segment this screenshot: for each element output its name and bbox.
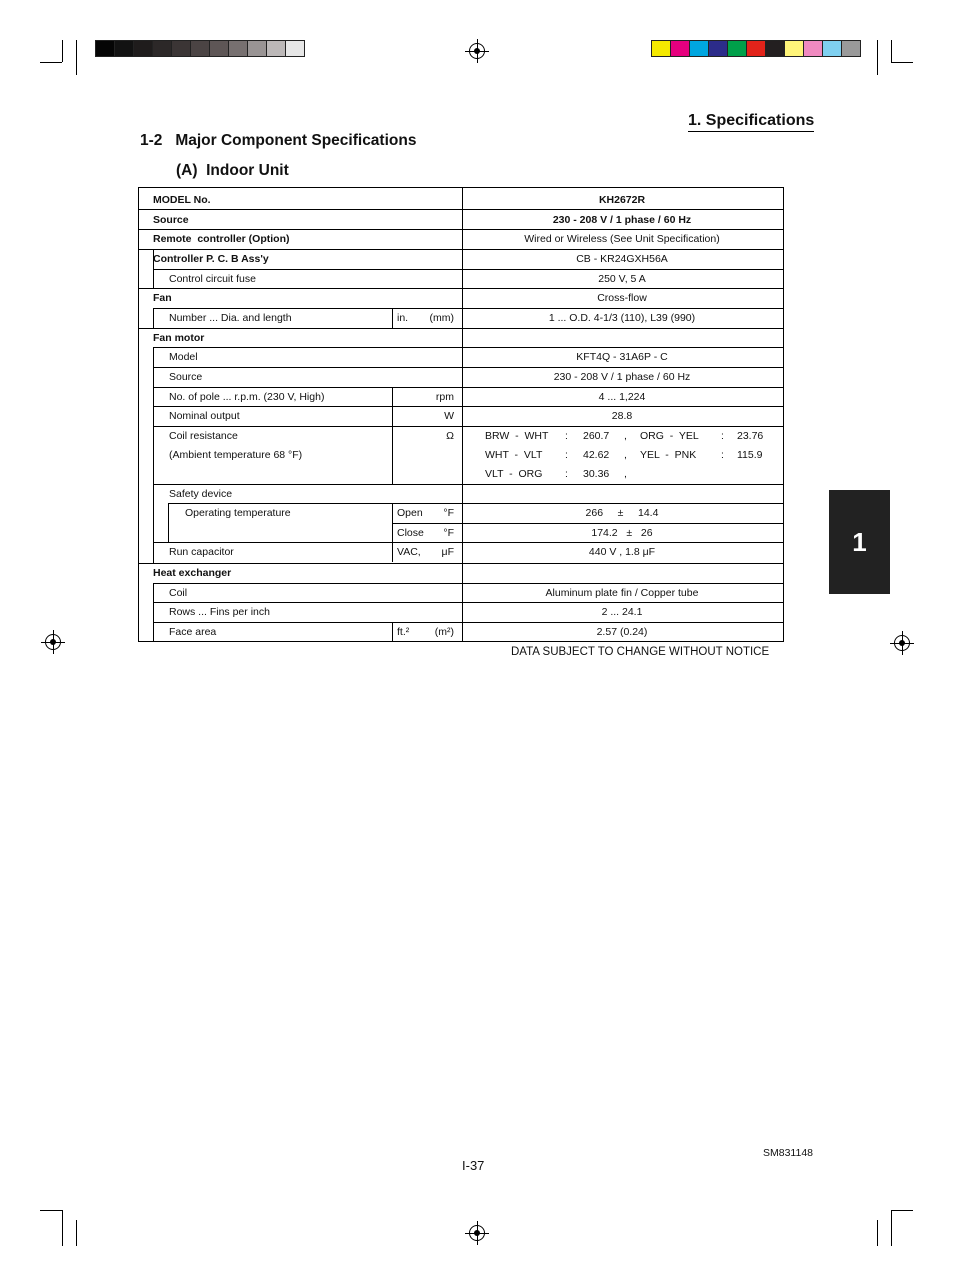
coil-pair-a: VLT - ORG xyxy=(485,468,543,480)
fan-number-label: Number ... Dia. and length xyxy=(169,312,292,324)
section-title: 1. Specifications xyxy=(688,112,814,132)
color-swatch xyxy=(114,40,134,57)
table-rule xyxy=(392,503,393,562)
output-unit: W xyxy=(444,410,454,422)
coil-comma: , xyxy=(624,449,627,461)
face-area-unit-ft: ft.² xyxy=(397,626,410,638)
crop-mark xyxy=(891,62,913,63)
table-rule xyxy=(153,583,784,584)
controller-pcb-value: CB - KR24GXH56A xyxy=(576,253,668,265)
model-no-value: KH2672R xyxy=(598,194,646,206)
table-rule xyxy=(153,542,784,543)
table-rule xyxy=(153,426,784,427)
run-capacitor-unit-vac: VAC, xyxy=(397,546,421,558)
table-rule xyxy=(153,622,784,623)
color-swatch xyxy=(133,40,153,57)
coil-pair-a: BRW - WHT xyxy=(485,430,549,442)
table-rule xyxy=(153,367,784,368)
crop-mark xyxy=(62,40,63,62)
color-swatch xyxy=(247,40,267,57)
fan-label: Fan xyxy=(153,292,172,304)
color-swatch xyxy=(152,40,172,57)
coil-sep: : xyxy=(565,468,568,480)
face-area-value: 2.57 (0.24) xyxy=(596,626,648,638)
change-notice: DATA SUBJECT TO CHANGE WITHOUT NOTICE xyxy=(511,646,770,658)
coil-comma: , xyxy=(624,430,627,442)
registration-mark-icon xyxy=(469,43,485,59)
crop-mark xyxy=(76,1220,77,1246)
open-label: Open xyxy=(397,507,423,519)
registration-mark-icon xyxy=(45,634,61,650)
controller-pcb-label: Controller P. C. B Ass'y xyxy=(153,253,269,265)
fan-number-unit-in: in. xyxy=(397,312,409,324)
table-rule xyxy=(153,583,154,642)
coil-pair-b: YEL - PNK xyxy=(640,449,697,461)
table-rule xyxy=(138,229,784,230)
source-value: 230 - 208 V / 1 phase / 60 Hz xyxy=(552,214,692,226)
color-swatch xyxy=(822,40,842,57)
page-subheading: (A) Indoor Unit xyxy=(176,162,289,179)
table-rule xyxy=(138,209,784,210)
color-swatch xyxy=(266,40,286,57)
crop-mark xyxy=(76,40,77,75)
remote-controller-label: Remote controller (Option) xyxy=(153,233,290,245)
color-swatch xyxy=(841,40,861,57)
color-swatch xyxy=(651,40,671,57)
page-number: I-37 xyxy=(462,1158,485,1173)
table-rule xyxy=(168,503,784,504)
coil-pair-a: WHT - VLT xyxy=(485,449,543,461)
table-rule xyxy=(392,622,393,642)
operating-temp-label: Operating temperature xyxy=(185,507,291,519)
crop-mark xyxy=(891,1210,892,1246)
output-value: 28.8 xyxy=(611,410,633,422)
color-swatch xyxy=(727,40,747,57)
crop-mark xyxy=(877,1220,878,1246)
color-swatch xyxy=(95,40,115,57)
registration-mark-icon xyxy=(469,1225,485,1241)
document-code: SM831148 xyxy=(763,1147,814,1159)
table-rule xyxy=(153,269,784,270)
coil-value: 260.7 xyxy=(583,430,610,442)
chapter-tab: 1 xyxy=(829,490,890,594)
color-swatch xyxy=(803,40,823,57)
poles-label: No. of pole ... r.p.m. (230 V, High) xyxy=(169,391,325,403)
coil-value: 115.9 xyxy=(737,449,763,461)
coil-value: 23.76 xyxy=(737,430,764,442)
coil-sep: : xyxy=(565,449,568,461)
coil-sep: : xyxy=(721,449,724,461)
color-swatch xyxy=(708,40,728,57)
run-capacitor-value: 440 V , 1.8 μF xyxy=(588,546,656,558)
face-area-unit-m: (m²) xyxy=(434,626,454,638)
remote-controller-value: Wired or Wireless (See Unit Specification) xyxy=(524,233,720,245)
table-rule xyxy=(392,308,393,328)
registration-mark-icon xyxy=(894,635,910,651)
motor-source-value: 230 - 208 V / 1 phase / 60 Hz xyxy=(553,371,691,383)
table-rule xyxy=(138,563,784,564)
output-label: Nominal output xyxy=(169,410,240,422)
close-unit: °F xyxy=(443,527,454,539)
color-swatch xyxy=(765,40,785,57)
coil-label: Coil xyxy=(169,587,188,599)
coil-value: 42.62 xyxy=(583,449,610,461)
coil-resistance-ambient: (Ambient temperature 68 °F) xyxy=(169,449,303,461)
crop-mark xyxy=(891,40,892,62)
motor-source-label: Source xyxy=(169,371,203,383)
crop-mark xyxy=(62,1210,63,1246)
crop-mark xyxy=(40,62,62,63)
run-capacitor-label: Run capacitor xyxy=(169,546,234,558)
coil-sep: : xyxy=(565,430,568,442)
rows-fins-label: Rows ... Fins per inch xyxy=(169,606,270,618)
table-rule xyxy=(138,328,784,329)
table-rule xyxy=(138,288,784,289)
coil-resistance-unit: Ω xyxy=(446,430,454,442)
crop-mark xyxy=(891,1210,913,1211)
fuse-value: 250 V, 5 A xyxy=(598,273,646,285)
coil-value: Aluminum plate fin / Copper tube xyxy=(545,587,699,599)
color-swatch xyxy=(190,40,210,57)
coil-comma: , xyxy=(624,468,627,480)
table-rule xyxy=(138,249,784,250)
table-rule xyxy=(153,308,784,309)
close-value: 174.2 ± 26 xyxy=(591,527,653,539)
motor-model-label: Model xyxy=(169,351,198,363)
table-rule xyxy=(153,484,784,485)
color-swatch xyxy=(784,40,804,57)
poles-value: 4 ... 1,224 xyxy=(598,391,646,403)
fan-number-unit-mm: (mm) xyxy=(429,312,454,324)
color-swatch xyxy=(670,40,690,57)
table-rule xyxy=(392,387,393,484)
fan-value: Cross-flow xyxy=(597,292,647,304)
fuse-label: Control circuit fuse xyxy=(169,273,256,285)
table-rule xyxy=(392,523,784,524)
color-swatch xyxy=(746,40,766,57)
coil-resistance-label: Coil resistance xyxy=(169,430,238,442)
heat-exchanger-label: Heat exchanger xyxy=(153,567,232,579)
table-rule xyxy=(153,347,154,563)
motor-model-value: KFT4Q - 31A6P - C xyxy=(576,351,668,363)
fan-number-value: 1 ... O.D. 4-1/3 (110), L39 (990) xyxy=(548,312,696,324)
open-value: 266 ± 14.4 xyxy=(585,507,659,519)
color-swatch xyxy=(228,40,248,57)
color-swatch xyxy=(285,40,305,57)
run-capacitor-unit-uf: μF xyxy=(441,546,454,558)
coil-pair-b: ORG - YEL xyxy=(640,430,699,442)
table-rule xyxy=(153,347,784,348)
page-heading: 1-2 Major Component Specifications xyxy=(140,132,417,149)
coil-sep: : xyxy=(721,430,724,442)
face-area-label: Face area xyxy=(169,626,217,638)
color-swatch xyxy=(689,40,709,57)
color-swatch xyxy=(171,40,191,57)
coil-value: 30.36 xyxy=(583,468,610,480)
fan-motor-label: Fan motor xyxy=(153,332,205,344)
table-rule xyxy=(153,602,784,603)
source-label: Source xyxy=(153,214,189,226)
close-label: Close xyxy=(397,527,424,539)
table-rule xyxy=(153,406,784,407)
table-rule xyxy=(153,308,154,328)
open-unit: °F xyxy=(443,507,454,519)
crop-mark xyxy=(40,1210,62,1211)
color-swatch xyxy=(209,40,229,57)
poles-unit: rpm xyxy=(435,391,454,403)
table-rule xyxy=(168,503,169,542)
model-no-label: MODEL No. xyxy=(153,194,211,206)
safety-device-label: Safety device xyxy=(169,488,233,500)
rows-fins-value: 2 ... 24.1 xyxy=(601,606,643,618)
crop-mark xyxy=(877,40,878,75)
table-rule xyxy=(153,387,784,388)
